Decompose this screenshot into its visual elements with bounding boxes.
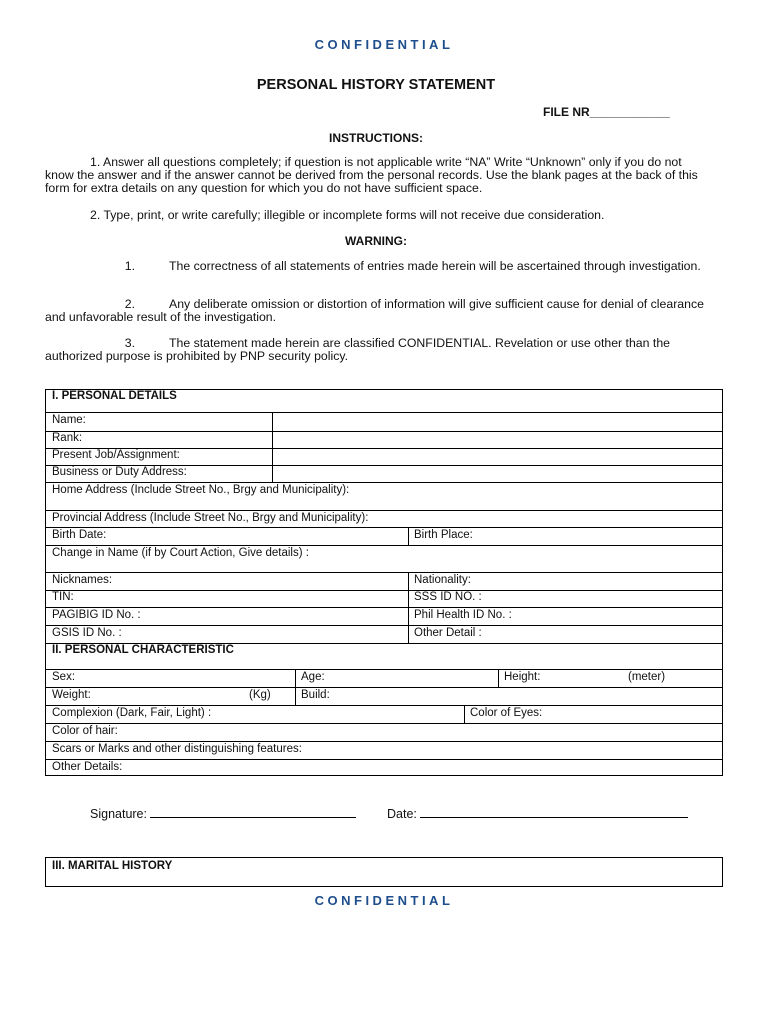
warning-3 bbox=[45, 337, 705, 363]
warning-heading: WARNING: bbox=[345, 234, 407, 248]
home-address-label: Home Address (Include Street No., Brgy and Municipality): bbox=[52, 484, 350, 496]
weight-label: Weight: bbox=[52, 689, 91, 701]
personal-history-form bbox=[45, 389, 723, 776]
warning-2-num: 2. bbox=[124, 297, 135, 311]
height-label: Height: bbox=[504, 671, 541, 683]
scars-label: Scars or Marks and other distinguishing features: bbox=[52, 743, 302, 755]
provincial-address-label: Provincial Address (Include Street No., Brgy and Municipality): bbox=[52, 512, 369, 524]
section-personal-characteristic: II. PERSONAL CHARACTERISTIC bbox=[52, 644, 234, 656]
warning-1-num: 1. bbox=[124, 259, 135, 273]
signature-row bbox=[90, 807, 356, 821]
change-name-label: Change in Name (if by Court Action, Give details) : bbox=[52, 547, 309, 559]
business-address-label: Business or Duty Address: bbox=[52, 466, 187, 478]
date-row bbox=[387, 807, 688, 821]
warning-3-num: 3. bbox=[124, 336, 135, 350]
height-unit: (meter) bbox=[628, 671, 666, 683]
file-number: FILE NR____________ bbox=[543, 105, 670, 119]
confidential-footer: CONFIDENTIAL bbox=[314, 893, 454, 908]
page-title: PERSONAL HISTORY STATEMENT bbox=[256, 77, 496, 93]
warning-2 bbox=[45, 298, 705, 324]
section-marital-history: III. MARITAL HISTORY bbox=[52, 860, 173, 872]
nicknames-label: Nicknames: bbox=[52, 574, 113, 586]
sex-label: Sex: bbox=[52, 671, 76, 683]
warning-3-text: The statement made herein are classified CONFIDENTIAL. Revelation or use other than the authorized purpose is prohibited by PNP security policy. bbox=[45, 336, 670, 363]
signature-line[interactable] bbox=[150, 807, 356, 818]
nationality-label: Nationality: bbox=[414, 574, 471, 586]
other-detail-label: Other Detail : bbox=[414, 627, 482, 639]
instruction-1: 1. Answer all questions completely; if question is not applicable write “NA” Write “Unknown” only if you do not know the answer and if the answer cannot be derived from the personal records. Use the blank pages at the back of this form for extra details on any question for which you do not have sufficient space. bbox=[45, 155, 698, 195]
instructions-heading: INSTRUCTIONS: bbox=[329, 131, 423, 145]
warning-2-text: Any deliberate omission or distortion of information will give sufficient cause for denial of clearance and unfavorable result of the investigation. bbox=[45, 297, 704, 324]
philhealth-label: Phil Health ID No. : bbox=[414, 609, 512, 621]
build-label: Build: bbox=[301, 689, 330, 701]
age-label: Age: bbox=[301, 671, 325, 683]
weight-unit: (Kg) bbox=[249, 689, 271, 701]
sss-label: SSS ID NO. : bbox=[414, 591, 482, 603]
date-label: Date: bbox=[387, 807, 417, 821]
name-label: Name: bbox=[52, 414, 86, 426]
instruction-2: 2. Type, print, or write carefully; illegible or incomplete forms will not receive due consideration. bbox=[90, 208, 605, 222]
job-label: Present Job/Assignment: bbox=[52, 449, 180, 461]
rank-label: Rank: bbox=[52, 432, 83, 444]
warning-1-text: The correctness of all statements of entries made herein will be ascertained through investigation. bbox=[169, 259, 701, 273]
marital-history-section bbox=[45, 857, 723, 887]
other-details-label: Other Details: bbox=[52, 761, 123, 773]
date-line[interactable] bbox=[420, 807, 688, 818]
hair-color-label: Color of hair: bbox=[52, 725, 118, 737]
birth-place-label: Birth Place: bbox=[414, 529, 473, 541]
section-personal-details: I. PERSONAL DETAILS bbox=[52, 390, 177, 402]
birth-date-label: Birth Date: bbox=[52, 529, 107, 541]
complexion-label: Complexion (Dark, Fair, Light) : bbox=[52, 707, 212, 719]
warning-1 bbox=[45, 260, 705, 273]
eye-color-label: Color of Eyes: bbox=[470, 707, 543, 719]
pagibig-label: PAGIBIG ID No. : bbox=[52, 609, 141, 621]
tin-label: TIN: bbox=[52, 591, 74, 603]
signature-label: Signature: bbox=[90, 807, 147, 821]
confidential-header: CONFIDENTIAL bbox=[314, 37, 454, 52]
gsis-label: GSIS ID No. : bbox=[52, 627, 122, 639]
